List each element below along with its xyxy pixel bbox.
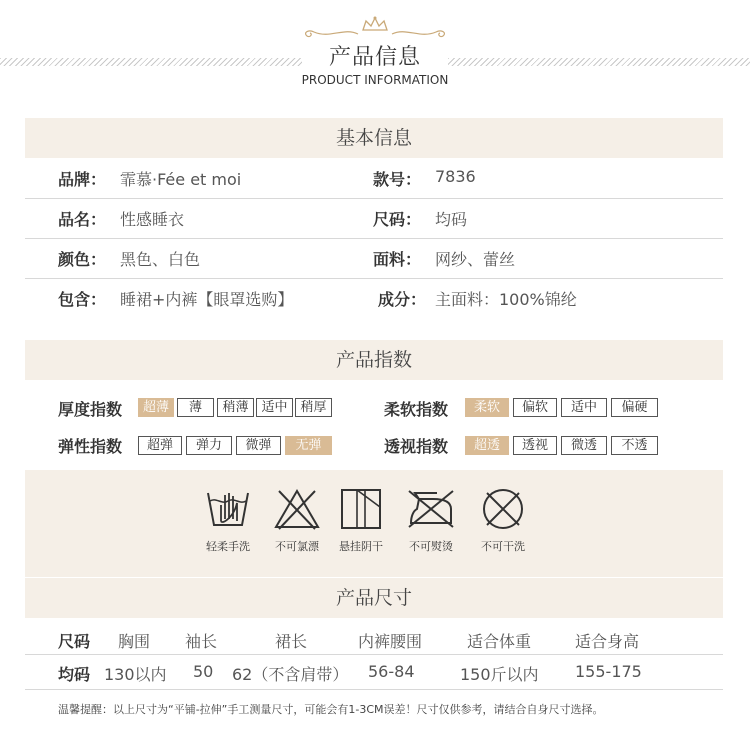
care-item [193,487,263,554]
care-item [468,487,538,554]
care-label: 不可干洗 [481,540,525,553]
info-value: 睡裙+内裤【眼罩选购】 [120,290,294,309]
size-cell: 62（不含肩带） [232,665,349,684]
no-dry-clean-icon [479,487,527,531]
elasticity-chip: 弹力 [186,436,232,455]
info-label: 面料： [373,250,422,269]
header [0,0,750,100]
care-label: 悬挂阴干 [339,540,383,553]
size-cell: 50 [193,662,214,681]
page-subtitle: PRODUCT INFORMATION [301,73,449,87]
size-header: 尺码 [58,632,91,651]
info-row [25,199,723,239]
size-cell: 155-175 [575,662,642,681]
thickness-label: 厚度指数 [58,400,123,419]
softness-chip: 偏硬 [611,398,658,417]
info-value: 性感睡衣 [120,210,185,229]
transparency-chip: 微透 [561,436,607,455]
thickness-chip: 超薄 [138,398,174,417]
size-cell: 均码 [58,665,91,684]
transparency-chip: 透视 [513,436,557,455]
care-label: 轻柔手洗 [206,540,250,553]
info-value: 黑色、白色 [120,250,201,269]
info-value: 7836 [435,167,476,186]
size-cell: 56-84 [368,662,415,681]
swirl-ornament-left-icon [300,26,360,40]
info-value: 网纱、蕾丝 [435,250,516,269]
elasticity-chip: 微弹 [236,436,281,455]
size-note: 温馨提醒：以上尺寸为“平铺-拉伸”手工测量尺寸，可能会有1-3CM误差！尺寸仅供参考，请结合自身尺寸选择。 [58,703,604,716]
info-label: 款号： [373,170,422,189]
info-label: 包含： [58,290,107,309]
softness-chip: 柔软 [465,398,509,417]
care-item [262,487,332,554]
size-divider [25,689,723,690]
care-label: 不可氯漂 [275,540,319,553]
info-value: 主面料：100%锦纶 [435,290,577,309]
transparency-label: 透视指数 [384,437,449,456]
info-label: 成分： [378,290,427,309]
info-value: 均码 [435,210,468,229]
info-row [25,279,723,319]
info-label: 尺码： [373,210,422,229]
transparency-chip: 不透 [611,436,658,455]
softness-label: 柔软指数 [384,400,449,419]
info-label: 品牌： [58,170,107,189]
thickness-chip: 稍厚 [295,398,332,417]
transparency-chip: 超透 [465,436,509,455]
size-cell: 150斤以内 [460,665,539,684]
thickness-chip: 适中 [256,398,293,417]
hand-wash-icon [204,487,252,531]
thickness-chip: 薄 [177,398,214,417]
care-item [326,487,396,554]
size-header: 胸围 [118,632,151,651]
page-title: 产品信息 [328,45,421,70]
size-title: 产品尺寸 [25,578,723,618]
size-cell: 130以内 [104,665,167,684]
no-bleach-icon [273,487,321,531]
info-row [25,239,723,279]
thickness-chip: 稍薄 [217,398,254,417]
size-header: 适合身高 [575,632,640,651]
crown-ornament-icon [360,16,390,32]
care-label: 不可熨烫 [409,540,453,553]
size-divider [25,654,723,655]
elasticity-label: 弹性指数 [58,437,123,456]
info-row [25,159,723,199]
info-label: 品名： [58,210,107,229]
care-item [396,487,466,554]
info-label: 颜色： [58,250,107,269]
info-value: 霏慕·Fée et moi [120,170,242,189]
size-header: 裙长 [275,632,308,651]
size-header: 适合体重 [467,632,532,651]
index-title: 产品指数 [25,340,723,380]
swirl-ornament-right-icon [390,26,450,40]
softness-chip: 偏软 [513,398,557,417]
elasticity-chip: 无弹 [285,436,332,455]
elasticity-chip: 超弹 [138,436,182,455]
size-header: 袖长 [185,632,218,651]
no-iron-icon [403,487,459,531]
basic-info-title: 基本信息 [25,118,723,158]
softness-chip: 适中 [561,398,607,417]
size-header: 内裤腰围 [358,632,423,651]
hang-dry-shade-icon [337,487,385,531]
